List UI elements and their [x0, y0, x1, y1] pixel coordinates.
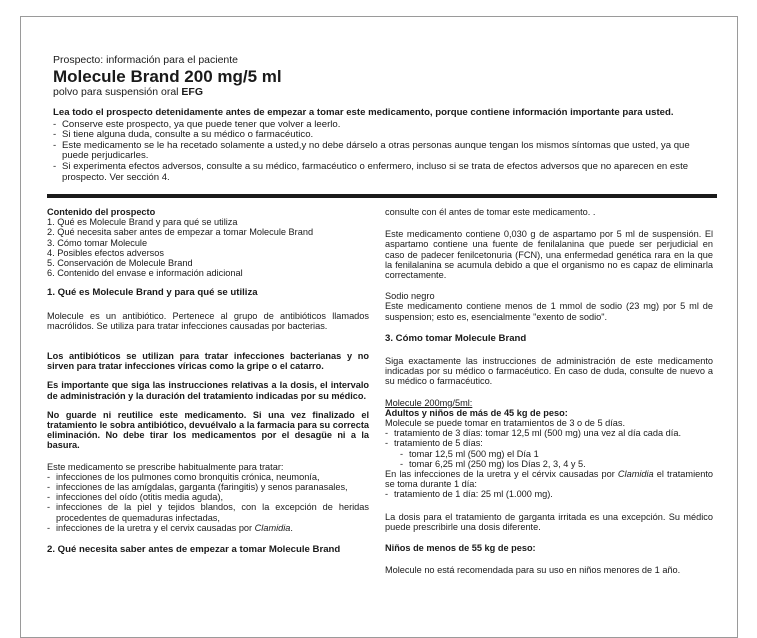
list-item: - infecciones del oído (otitis media aguda),: [47, 492, 369, 502]
adult-intro: Molecule se puede tomar en tratamientos de 3 o de 5 días.: [385, 418, 626, 429]
list-item: - infecciones de los pulmones como bronquitis crónica, neumonía,: [47, 472, 369, 482]
section-3-text: Siga exactamente las instrucciones de administración de este medicamento indicadas por su médico o farmacéutico. En caso de duda, consulte de nuevo a su médico o farmacéutico.: [385, 356, 713, 387]
product-title: Molecule Brand 200 mg/5 ml: [53, 67, 282, 86]
list-item: - infecciones de las amígdalas, garganta (faringitis) y senos paranasales,: [47, 482, 369, 492]
warning-dosage: Es importante que siga las instrucciones relativas a la dosis, el intervalo de administración y la duración del tratamiento indicadas por su médico.: [47, 380, 369, 401]
adult-dose-list: [385, 428, 713, 469]
divider-rule: [47, 194, 717, 198]
supertitle: Prospecto: información para el paciente: [53, 54, 239, 66]
list-item: 3. Cómo tomar Molecule: [47, 237, 148, 248]
list-item: - Si experimenta efectos adversos, consulte a su médico, farmacéutico o enfermero, incluso si se trata de efectos adversos que no aparecen en este prospecto. Ver sección 4.: [53, 162, 713, 183]
section-2-title: 2. Qué necesita saber antes de empezar a tomar Molecule Brand: [47, 544, 341, 556]
throat-text: La dosis para el tratamiento de garganta irritada es una excepción. Su médico puede prescribirle una dosis diferente.: [385, 511, 713, 532]
kids-heading: Niños de menos de 55 kg de peso:: [385, 543, 536, 554]
list-item: 4. Posibles efectos adversos: [47, 247, 164, 258]
adult-heading: Adultos y niños de más de 45 kg de peso:: [385, 407, 568, 418]
header: [53, 54, 713, 98]
lead-section: [53, 108, 713, 183]
left-column: [47, 207, 369, 555]
list-item: 1. Qué es Molecule Brand y para qué se utiliza: [47, 217, 238, 228]
lead-bullets: [53, 120, 713, 184]
kids-text: Molecule no está recomendada para su uso en niños menores de 1 año.: [385, 565, 681, 576]
efg-label: EFG: [181, 86, 204, 98]
list-item: - infecciones de la piel y tejidos blandos, con la excepción de heridas procedentes de quemaduras infectadas,: [47, 502, 369, 522]
list-item: - tratamiento de 5 días: - tomar 12,5 ml (500 mg) el Día 1 - tomar 6,25 ml (250 mg) los Días 2, 3, 4 y 5.: [385, 438, 713, 469]
clamidia-dose-list: [385, 489, 713, 499]
list-item: - Conserve este prospecto, ya que puede tener que volver a leerlo.: [53, 120, 713, 131]
warning-antibiotics: Los antibióticos se utilizan para tratar infecciones bacterianas y no sirven para tratar infecciones víricas como la gripe o el catarro.: [47, 351, 369, 372]
warning-disposal: No guarde ni reutilice este medicamento. Si una vez finalizado el tratamiento le sobra antibiótico, devuélvalo a la farmacia para su correcta eliminación. No debe tirar los medicamentos por el desagüe ni a la basura.: [47, 409, 369, 451]
section-1-text: Molecule es un antibiótico. Pertenece al grupo de antibióticos llamados macrólidos. Se utiliza para tratar infecciones causadas por bacterias.: [47, 310, 369, 331]
list-item: - tratamiento de 1 día: 25 ml (1.000 mg).: [385, 489, 713, 499]
section-1-title: 1. Qué es Molecule Brand y para qué se utiliza: [47, 287, 258, 299]
clamidia-text: En las infecciones de la uretra y el cérvix causadas por Clamidia el tratamiento se toma durante 1 día:: [385, 469, 713, 490]
consult-line: consulte con él antes de tomar este medicamento. .: [385, 207, 596, 217]
sub-dose-list: [394, 449, 713, 469]
lead-text: Lea todo el prospecto detenidamente antes de empezar a tomar este medicamento, porque contiene información importante para usted.: [53, 107, 674, 118]
prescription-intro: Este medicamento se prescribe habitualmente para tratar:: [47, 461, 284, 472]
dose-heading: Molecule 200mg/5ml:: [385, 397, 473, 408]
product-subtitle: polvo para suspensión oral EFG: [53, 86, 204, 98]
aspartame-text: Este medicamento contiene 0,030 g de aspartamo por 5 ml de suspensión. El aspartamo contiene una fuente de fenilalanina que puede ser perjudicial en caso de padecer fenilcetonuria (FCN), una enfermedad genética rara en la que la fenilalanina se acumula debido a que el organismo no es capaz de eliminarla correctamente.: [385, 229, 713, 281]
contents-title: Contenido del prospecto: [47, 207, 156, 217]
sodium-title: Sodio negro: [385, 291, 435, 302]
list-item: - Este medicamento se le ha recetado solamente a usted,y no debe dárselo a otras personas aunque tengan los mismos síntomas que usted, ya que puede perjudicarles.: [53, 141, 713, 162]
list-item: - tomar 6,25 ml (250 mg) los Días 2, 3, 4 y 5.: [400, 459, 713, 469]
list-item: 6. Contenido del envase e información adicional: [47, 268, 243, 279]
right-column: [385, 207, 713, 575]
list-item: - tratamiento de 3 días: tomar 12,5 ml (500 mg) una vez al día cada día.: [385, 428, 713, 438]
list-item: 5. Conservación de Molecule Brand: [47, 258, 193, 269]
list-item: 2. Qué necesita saber antes de empezar a tomar Molecule Brand: [47, 227, 314, 238]
list-item: - infecciones de la uretra y el cervix causadas por Clamidia.: [47, 523, 369, 533]
contents-list: [47, 217, 369, 278]
section-3-title: 3. Cómo tomar Molecule Brand: [385, 332, 527, 344]
prescription-list: [47, 472, 369, 533]
list-item: - Si tiene alguna duda, consulte a su médico o farmacéutico.: [53, 130, 713, 141]
sodium-text: Este medicamento contiene menos de 1 mmol de sodio (23 mg) por 5 ml de suspension; esto es, esencialmente "exento de sodio".: [385, 301, 713, 322]
list-item: - tomar 12,5 ml (500 mg) el Día 1: [400, 449, 713, 459]
